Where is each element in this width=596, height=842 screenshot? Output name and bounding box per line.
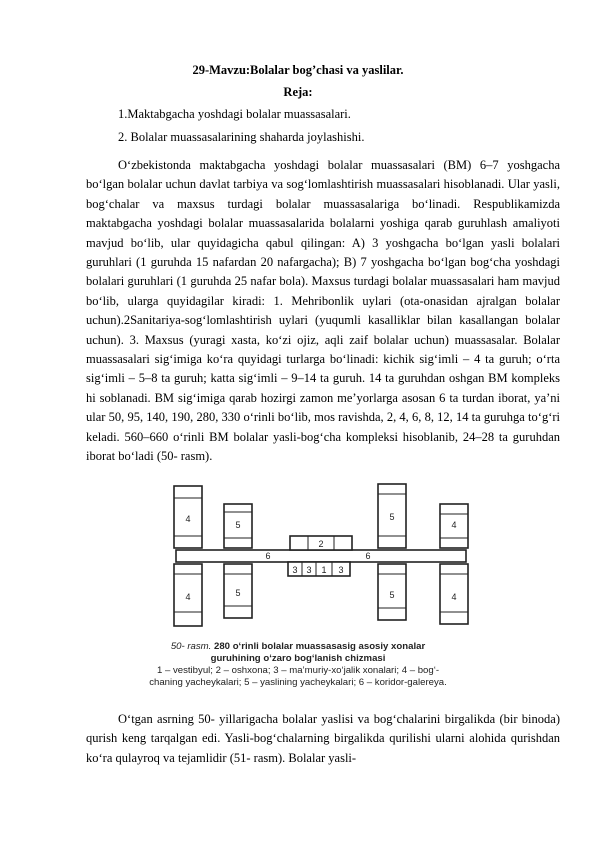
body-paragraph-1 [86,156,560,467]
label-3-admin-right: 3 [338,565,344,575]
body-paragraph-1-text: O‘zbekistonda maktabgacha yoshdagi bolalar muassasalari (BM) 6–7 yoshgacha bo‘lgan bolalar uchun davlat tarbiya va sog‘lomlashtirish muassasalari hisoblanadi. Ular yasli, bog‘chalar va maxsus turdagi bolalar muassasalariga bo‘linadi. Respublikamizda maktabgacha yoshdagi bolalar muassasalarida bolalarni yoshiga qarab guruhlash amaliyoti mavjud bo‘lib, ular quyidagicha qabul qilingan: A) 3 yoshgacha bo‘lgan yasli bolalari guruhlari (1 guruhda 15 nafardan 20 nafargacha); B) 7 yoshgacha bo‘lgan bog‘cha yoshdagi bolalari guruhlari (1 guruhda 25 nafar bola). Maxsus turdagi bolalar muassasalari ham mavjud bo‘lib, ularga quyidagilar kiradi: 1. Mehribonlik uylari (ota-onasidan ajralgan bolalar uchun).2Sanitariya-sog‘lomlashtirish uylari (yuqumli kasalliklar bilan kasallangan bolalar uchun). 3. Maxsus (yuragi xasta, ko‘zi ojiz, aqli zaif bolalar uchun) muassasalar. Bolalar muassasalari sig‘imiga ko‘ra quyidagi turlarga bo‘linadi: kichik sig‘imli – 4 ta guruh; o‘rta sig‘imli – 5–8 ta guruh; katta sig‘imli – 9–14 ta guruh. 14 ta guruhdan oshgan BM kompleks hi soblanadi. BM sig‘imiga qarab hozirgi zamon me’yorlarga asosan 6 ta turdan iborat, ya’ni ular 50, 95, 140, 190, 280, 330 o‘rinli bo‘lib, mos ravishda, 2, 4, 6, 8, 12, 14 ta guruhga to‘g‘ri keladi. 560–660 o‘rinli BM bolalar yasli-bog‘cha kompleksi hisoblanib, 24–28 ta guruhdan iborat bo‘ladi (50- rasm). [86,158,560,464]
label-3-admin-left: 3 [292,565,298,575]
figure-legend-line-2: chaning yacheykalari; 5 – yaslining yacheykalari; 6 – koridor-galereya. [149,677,447,688]
label-6-corridor-right: 6 [365,551,371,561]
label-6-corridor-left: 6 [265,551,271,561]
corridor-gallery [176,550,466,562]
plan-heading: Reja: [283,85,313,99]
label-3-admin-mid: 3 [306,565,312,575]
label-5-top-left: 5 [235,520,241,530]
plan-item-1: 1.Maktabgacha yoshdagi bolalar muassasalari. [118,107,351,121]
label-5-bottom-right: 5 [389,590,395,600]
label-4-top-right: 4 [451,520,457,530]
body-paragraph-2-text: O‘tgan asrning 50- yillarigacha bolalar yaslisi va bog‘chalarini birgalikda (bir binoda) qurish keng tarqalgan edi. Yasli-bog‘chalarning birgalikda qurilishi ularni alohida qurishdan ko‘ra qulayroq va tejamlidir (51- rasm). Bolalar yasli- [86,712,560,765]
label-4-bottom-right: 4 [451,592,457,602]
figure-legend-line-1: 1 – vestibyul; 2 – oshxona; 3 – ma’muriy-xo‘jalik xonalari; 4 – bog‘- [156,665,440,676]
label-2-kitchen: 2 [318,539,324,549]
document-title: 29-Mavzu:Bolalar bog’chasi va yaslilar. [192,63,404,77]
figure-title-1: 280 o‘rinli bolalar muassasasig asosiy xonalar [214,641,426,652]
body-paragraph-2 [86,710,560,768]
label-1-vestibule: 1 [321,565,327,575]
label-5-top-right: 5 [389,512,395,522]
plan-item-2: 2. Bolalar muassasalarining shaharda joylashishi. [118,130,365,144]
floor-plan-diagram [168,478,474,638]
label-4-bottom-left: 4 [185,592,191,602]
figure-caption-line-1 [0,641,596,653]
label-5-bottom-left: 5 [235,588,241,598]
figure-caption-line-2: guruhining o‘zaro bog‘lanish chizmasi [210,653,386,664]
label-4-top-left: 4 [185,514,191,524]
figure-number: 50- rasm. [170,641,212,652]
